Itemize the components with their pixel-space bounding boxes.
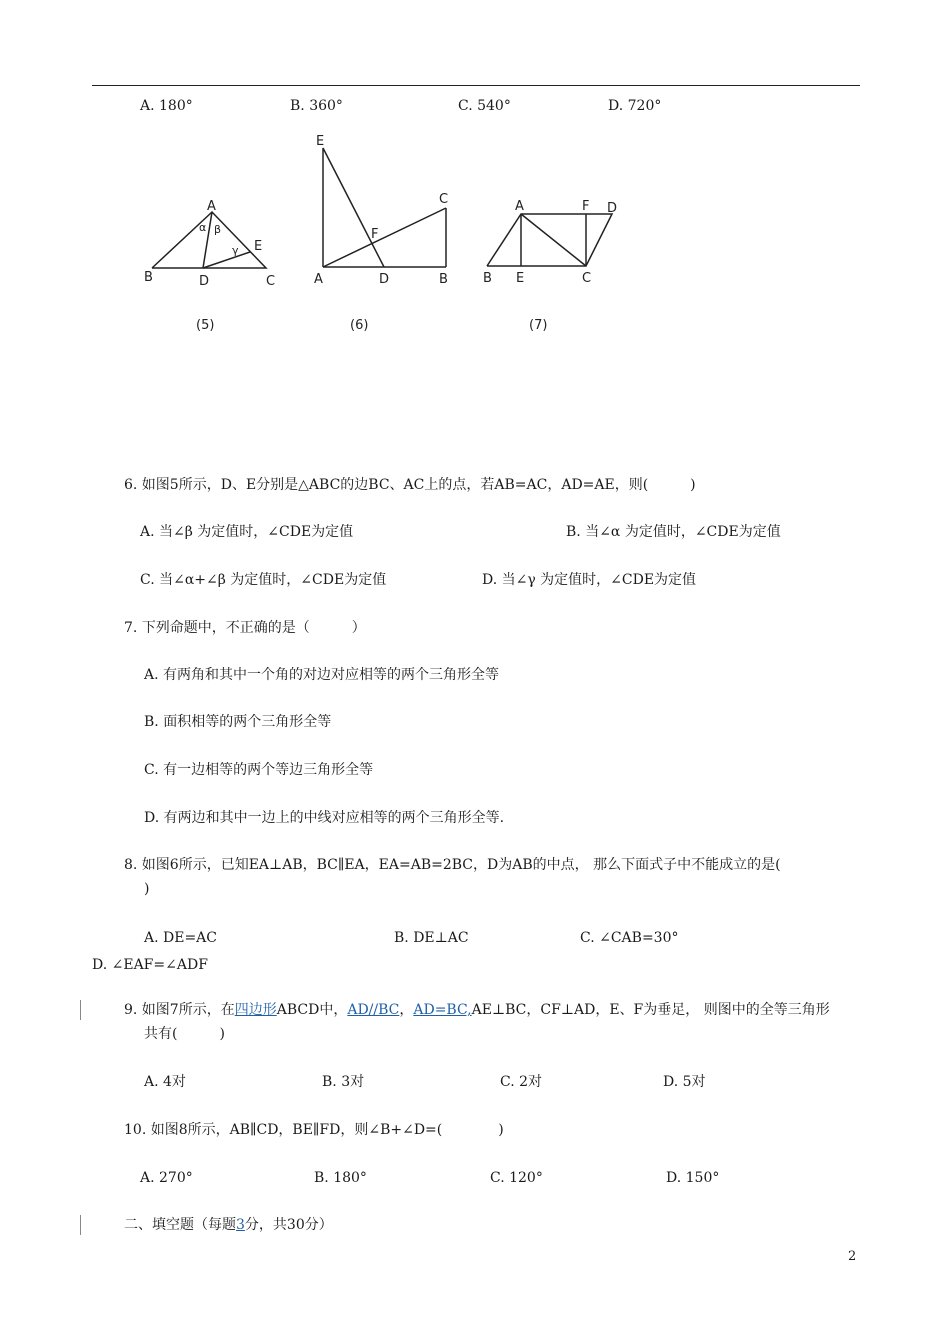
q9-option-b: B. 3对: [322, 1074, 365, 1090]
q9-link-parallel[interactable]: AD//BC: [347, 1002, 400, 1018]
q10-option-d: D. 150°: [666, 1170, 720, 1186]
q5-option-a: A. 180°: [140, 98, 193, 114]
fig7-label-a: A: [515, 199, 524, 214]
section-2-heading: [124, 1215, 333, 1235]
q6-option-b: B. 当∠α 为定值时，∠CDE为定值: [566, 524, 781, 540]
q8-option-d: D. ∠EAF=∠ADF: [92, 957, 208, 973]
revision-margin-mark: [80, 1000, 81, 1020]
fig6-caption: (6): [350, 318, 369, 333]
fig7-caption: (7): [529, 318, 548, 333]
q8-option-b: B. DE⊥AC: [394, 930, 469, 946]
fig6-label-b: B: [439, 272, 448, 287]
fig5-label-d: D: [199, 274, 210, 289]
fig5-label-gamma: γ: [232, 244, 239, 257]
q9-stem-mid: ABCD中，: [276, 1002, 348, 1018]
q7-stem: 7. 下列命题中，不正确的是（ ）: [124, 620, 366, 636]
q9-stem-line2: 共有( ): [144, 1026, 225, 1042]
section-2-heading-post: 分，共30分）: [244, 1217, 333, 1233]
fig5-label-c: C: [266, 274, 276, 289]
q10-option-c: C. 120°: [490, 1170, 543, 1186]
q10-option-a: A. 270°: [140, 1170, 193, 1186]
fig5-segment-de: [203, 252, 250, 268]
q8-stem-line2: ): [144, 881, 150, 897]
q10-stem: 10. 如图8所示，AB∥CD，BE∥FD，则∠B+∠D=( ): [124, 1122, 504, 1138]
q9-link-quadrilateral[interactable]: 四边形: [234, 1002, 277, 1018]
q8-stem-line1: 8. 如图6所示，已知EA⊥AB，BC∥EA，EA=AB=2BC，D为AB的中点， 那么下面式子中不能成立的是(: [124, 857, 781, 873]
figure-6: [323, 148, 449, 267]
q6-option-a: A. 当∠β 为定值时，∠CDE为定值: [140, 524, 354, 540]
fig5-triangle-abc: [152, 212, 266, 268]
fig5-label-beta: β: [214, 223, 222, 236]
fig6-label-a: A: [314, 272, 323, 287]
fig7-segment-ac: [521, 214, 586, 266]
q7-option-c: C. 有一边相等的两个等边三角形全等: [144, 762, 374, 778]
q9-stem-sep: ，: [399, 1002, 414, 1018]
q9-link-equal[interactable]: AD=BC,: [413, 1002, 472, 1018]
fig7-label-c: C: [582, 271, 592, 286]
q5-option-c: C. 540°: [458, 98, 511, 114]
q9-option-c: C. 2对: [500, 1074, 543, 1090]
fig7-label-e: E: [516, 271, 525, 286]
fig5-caption: (5): [196, 318, 215, 333]
fig7-label-b: B: [483, 271, 492, 286]
fig5-label-e: E: [254, 239, 263, 254]
q6-option-c: C. 当∠α+∠β 为定值时，∠CDE为定值: [140, 572, 387, 588]
revision-margin-mark-2: [80, 1215, 81, 1235]
q7-option-b: B. 面积相等的两个三角形全等: [144, 714, 332, 730]
q9-stem-post: AE⊥BC，CF⊥AD，E、F为垂足， 则图中的全等三角形: [471, 1002, 830, 1018]
q8-option-a: A. DE=AC: [144, 930, 218, 946]
fig6-label-c: C: [439, 192, 449, 207]
fig5-label-a: A: [207, 199, 216, 214]
q7-option-d: D. 有两边和其中一边上的中线对应相等的两个三角形全等.: [144, 810, 505, 826]
fig7-parallelogram: [487, 214, 612, 266]
fig7-label-d: D: [607, 201, 618, 216]
figures-svg: [0, 0, 950, 360]
fig5-label-alpha: α: [199, 221, 207, 234]
fig6-label-f: F: [371, 227, 379, 242]
fig6-label-d: D: [379, 272, 390, 287]
q7-option-a: A. 有两角和其中一个角的对边对应相等的两个三角形全等: [144, 667, 500, 683]
fig6-segment-ed: [323, 148, 384, 267]
page-number: 2: [848, 1249, 857, 1264]
q8-option-c: C. ∠CAB=30°: [580, 930, 679, 946]
q6-stem: 6. 如图5所示，D、E分别是△ABC的边BC、AC上的点，若AB=AC，AD=AE，则( ): [124, 477, 696, 493]
fig5-label-b: B: [144, 270, 153, 285]
q9-stem-line1: [124, 1000, 830, 1020]
section-2-points-link[interactable]: 3: [236, 1217, 245, 1233]
q5-option-b: B. 360°: [290, 98, 343, 114]
section-2-heading-pre: 二、填空题（每题: [124, 1217, 236, 1233]
fig7-label-f: F: [582, 199, 590, 214]
fig6-label-e: E: [316, 134, 325, 149]
figure-7: [487, 214, 612, 266]
q6-option-d: D. 当∠γ 为定值时，∠CDE为定值: [482, 572, 697, 588]
q9-option-d: D. 5对: [663, 1074, 706, 1090]
q9-stem-pre: 9. 如图7所示，在: [124, 1002, 235, 1018]
q10-option-b: B. 180°: [314, 1170, 367, 1186]
q9-option-a: A. 4对: [144, 1074, 186, 1090]
q5-option-d: D. 720°: [608, 98, 662, 114]
fig6-segment-ac: [323, 208, 446, 267]
figure-5: [152, 212, 266, 268]
